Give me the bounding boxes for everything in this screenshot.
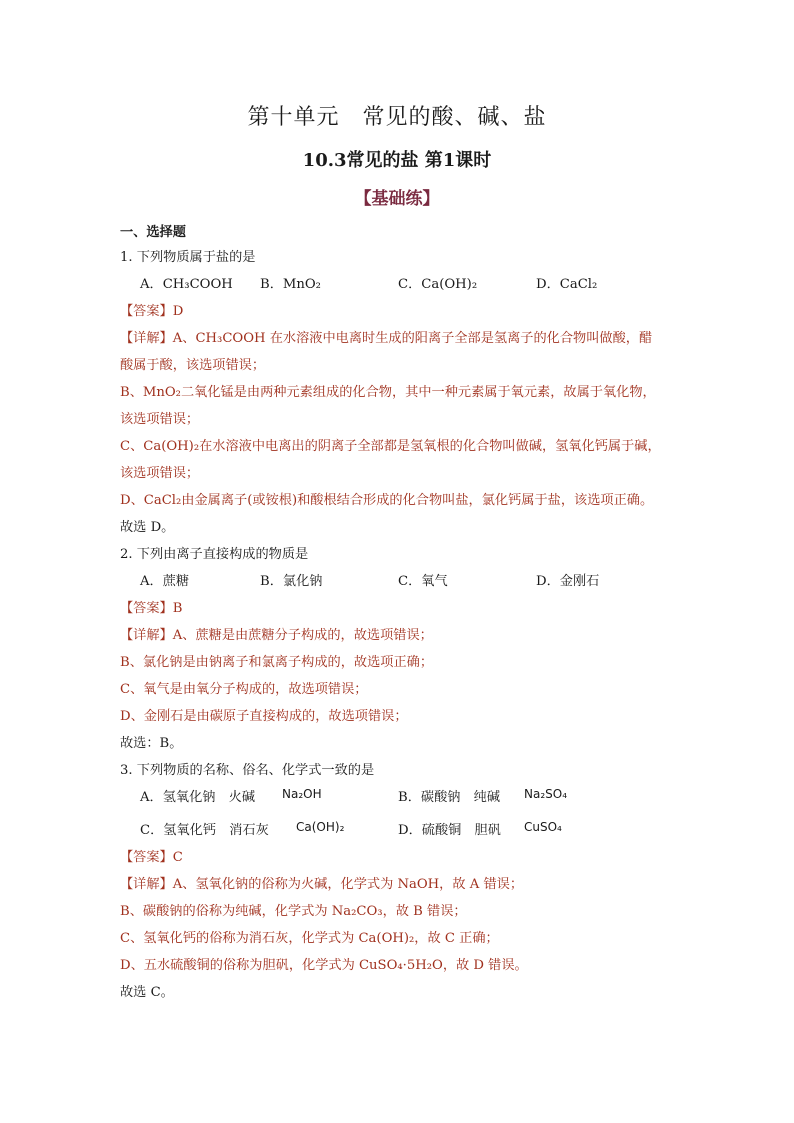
q3-option-c-formula: Ca(OH)₂	[296, 820, 345, 834]
q3-option-d: D．硫酸铜 胆矾	[398, 823, 501, 838]
question-2-options	[120, 568, 680, 595]
q1-option-c: C．Ca(OH)₂	[398, 277, 478, 292]
q1-detail-line: 该选项错误；	[120, 466, 200, 481]
q2-detail-line: 【详解】A、蔗糖是由蔗糖分子构成的，故选项错误；	[120, 628, 433, 643]
q3-option-b-formula: Na₂SO₄	[524, 787, 568, 801]
q3-detail-line: C、氢氧化钙的俗称为消石灰，化学式为 Ca(OH)₂，故 C 正确；	[120, 931, 499, 946]
q2-option-c: C．氧气	[398, 574, 448, 589]
q1-option-b: B．MnO₂	[260, 277, 321, 292]
q1-detail-line: B、MnO₂二氧化锰是由两种元素组成的化合物，其中一种元素属于氧元素，故属于氧化物，	[120, 385, 656, 400]
q3-detail-line: 【详解】A、氢氧化钠的俗称为火碱，化学式为 NaOH，故 A 错误；	[120, 877, 524, 892]
q1-detail-line: D、CaCl₂由金属离子(或铵根)和酸根结合形成的化合物叫盐，氯化钙属于盐，该选项正确。	[120, 493, 654, 508]
question-1-options	[120, 271, 680, 298]
question-1-stem: 1. 下列物质属于盐的是	[120, 250, 256, 265]
q2-detail-line: C、氧气是由氧分子构成的，故选项错误；	[120, 682, 368, 697]
document-body	[120, 222, 680, 1006]
q2-detail-line: B、氯化钠是由钠离子和氯离子构成的，故选项正确；	[120, 655, 434, 670]
question-3-options-row-1	[120, 784, 680, 811]
exercise-tag: 【基础练】	[354, 189, 440, 209]
q3-option-c: C．氢氧化钙 消石灰	[140, 823, 269, 838]
page-title: 第十单元 常见的酸、碱、盐	[247, 105, 547, 130]
question-1-answer: 【答案】D	[120, 304, 184, 319]
q1-detail-line: 【详解】A、CH₃COOH 在水溶液中电离时生成的阳离子全部是氢离子的化合物叫做酸，醋	[120, 331, 653, 346]
q3-option-d-formula: CuSO₄	[524, 820, 562, 834]
question-2-stem: 2. 下列由离子直接构成的物质是	[120, 547, 309, 562]
question-3-answer: 【答案】C	[120, 850, 183, 865]
section-heading: 一、选择题	[120, 225, 186, 240]
question-2-answer: 【答案】B	[120, 601, 183, 616]
q3-conclusion: 故选 C。	[120, 985, 174, 1000]
lesson-subtitle: 10.3常见的盐 第1课时	[302, 150, 492, 171]
q1-detail-line: 酸属于酸，该选项错误；	[120, 358, 266, 373]
q2-option-b: B．氯化钠	[260, 574, 323, 589]
q3-option-b: B．碳酸钠 纯碱	[398, 790, 501, 805]
q3-option-a-formula: Na₂OH	[282, 787, 322, 801]
q1-detail-line: 该选项错误；	[120, 412, 200, 427]
q1-conclusion: 故选 D。	[120, 520, 175, 535]
q1-detail-line: C、Ca(OH)₂在水溶液中电离出的阴离子全部都是氢氧根的化合物叫做碱，氢氧化钙属于碱，	[120, 439, 661, 454]
q3-option-a: A．氢氧化钠 火碱	[140, 790, 256, 805]
q3-detail-line: D、五水硫酸铜的俗称为胆矾，化学式为 CuSO₄·5H₂O，故 D 错误。	[120, 958, 528, 973]
q2-conclusion: 故选：B。	[120, 736, 183, 751]
q1-option-d: D．CaCl₂	[536, 277, 598, 292]
q2-detail-line: D、金刚石是由碳原子直接构成的，故选项错误；	[120, 709, 408, 724]
q2-option-a: A．蔗糖	[140, 574, 190, 589]
q1-option-a: A．CH₃COOH	[140, 277, 233, 292]
q2-option-d: D．金刚石	[536, 574, 600, 589]
question-3-options-row-2	[120, 817, 680, 844]
question-3-stem: 3. 下列物质的名称、俗名、化学式一致的是	[120, 763, 375, 778]
q3-detail-line: B、碳酸钠的俗称为纯碱，化学式为 Na₂CO₃，故 B 错误；	[120, 904, 467, 919]
